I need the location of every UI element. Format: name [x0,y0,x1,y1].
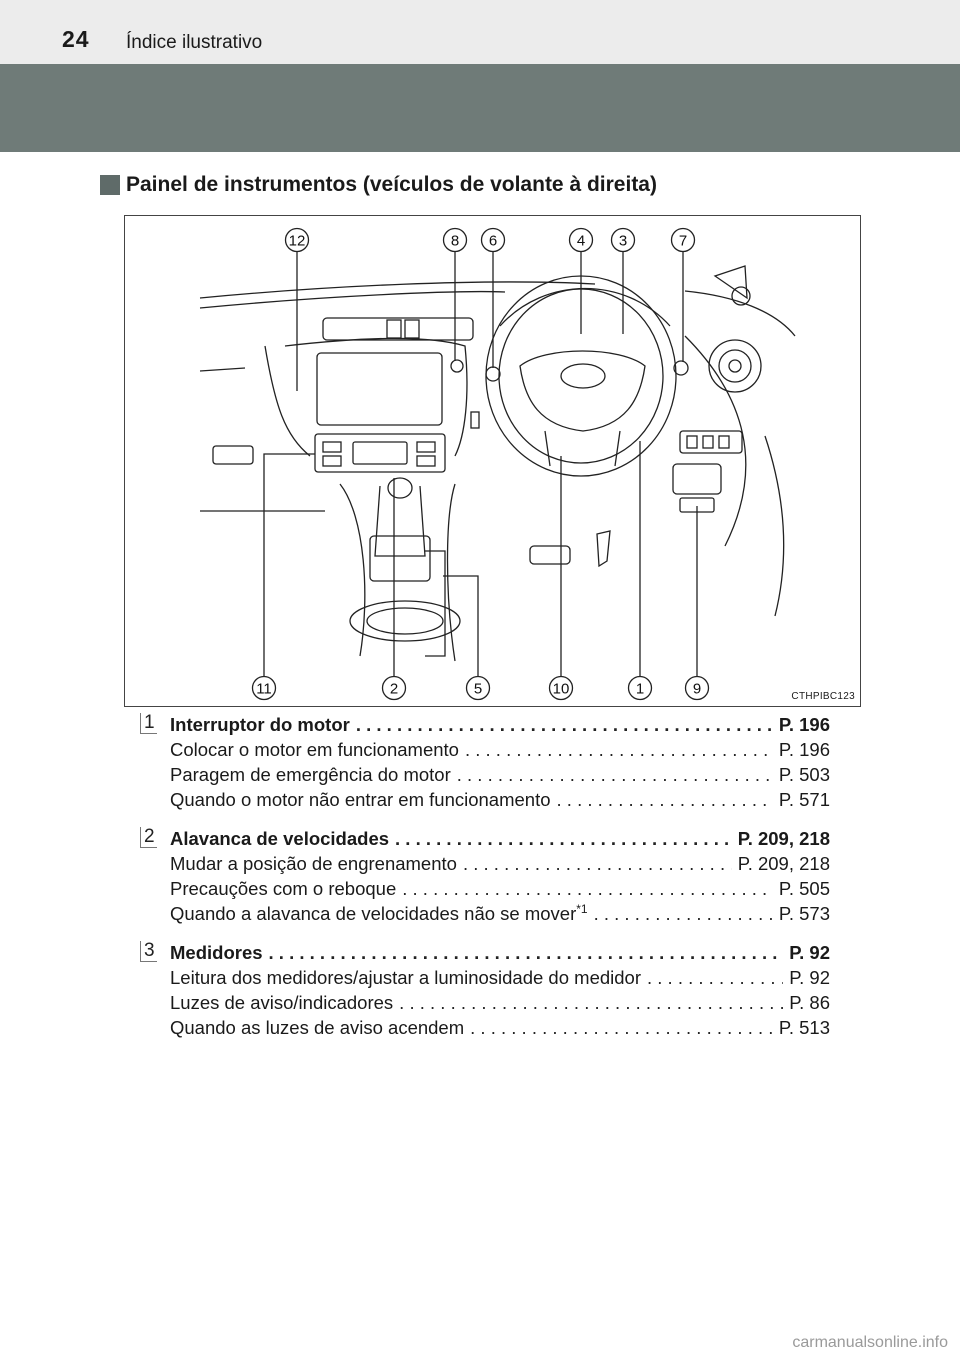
item-text: Mudar a posição de engrenamento [170,853,457,874]
entry-item[interactable] [170,876,830,901]
callout-1: 1 [635,680,645,698]
entry-heading-line[interactable] [170,826,830,851]
leader-dots [269,940,784,965]
leader-dots [465,737,773,762]
watermark: carmanualsonline.info [792,1334,948,1351]
leader-dots [356,712,773,737]
entry-item[interactable] [170,737,830,762]
item-page: P. 503 [778,764,830,785]
entry-title: Alavanca de velocidades [170,828,390,849]
index-entries [140,712,830,1054]
leader-dots [557,787,773,812]
leader-dots [470,1015,773,1040]
item-page: P. 92 [789,967,830,988]
footnote-marker: *1 [576,901,588,916]
item-text: Paragem de emergência do motor [170,764,451,785]
callout-10: 10 [552,680,570,698]
callout-7: 7 [678,232,688,250]
item-text: Luzes de aviso/indicadores [170,992,394,1013]
entry-item[interactable] [170,990,830,1015]
page-section-title: Índice ilustrativo [126,32,263,53]
page-header [0,0,960,64]
item-page: P. 209, 218 [737,853,830,874]
item-text: Quando as luzes de aviso acendem [170,1017,465,1038]
index-entry [140,826,830,926]
entry-heading-line[interactable] [170,712,830,737]
item-text [170,901,588,926]
callout-4: 4 [576,232,586,250]
leader-dots [395,826,732,851]
item-page: P. 505 [778,878,830,899]
callout-6: 6 [488,232,498,250]
entry-number: 2 [140,827,157,848]
leader-dots [399,990,783,1015]
entry-page: P. 209, 218 [737,828,830,849]
entry-item[interactable] [170,901,830,926]
entry-page: P. 92 [789,942,830,963]
entry-title: Medidores [170,942,263,963]
figure-code: CTHPIBC123 [791,691,855,702]
dashboard-illustration [124,215,861,707]
callout-11: 11 [256,680,272,698]
header-band [0,64,960,152]
entry-number: 1 [140,713,157,734]
entry-title: Interruptor do motor [170,714,350,735]
item-text-main: Quando a alavanca de velocidades não se mover [170,903,577,924]
dashboard-drawing [125,216,862,708]
entry-item[interactable] [170,762,830,787]
item-text: Quando o motor não entrar em funcionamento [170,789,551,810]
entry-item[interactable] [170,1015,830,1040]
item-text: Precauções com o reboque [170,878,397,899]
item-text: Colocar o motor em funcionamento [170,739,459,760]
item-page: P. 513 [778,1017,830,1038]
item-text: Leitura dos medidores/ajustar a luminosidade do medidor [170,967,641,988]
callout-9: 9 [692,680,702,698]
index-entry [140,940,830,1040]
callout-2: 2 [389,680,399,698]
leader-dots [594,901,773,926]
item-page: P. 573 [778,903,830,924]
entry-number: 3 [140,941,157,962]
entry-item[interactable] [170,965,830,990]
section-title: Painel de instrumentos (veículos de volante à direita) [126,173,657,196]
entry-heading-line[interactable] [170,940,830,965]
callout-5: 5 [473,680,483,698]
leader-dots [647,965,783,990]
entry-item[interactable] [170,787,830,812]
callout-12: 12 [288,232,306,250]
leader-dots [457,762,773,787]
item-page: P. 86 [789,992,830,1013]
leader-dots [402,876,773,901]
section-heading [100,170,657,200]
entry-page: P. 196 [778,714,830,735]
item-page: P. 196 [778,739,830,760]
leader-dots [463,851,732,876]
index-entry [140,712,830,812]
callout-3: 3 [618,232,628,250]
entry-item[interactable] [170,851,830,876]
callout-8: 8 [450,232,460,250]
section-square-icon [100,175,120,195]
page-number: 24 [62,26,90,52]
item-page: P. 571 [778,789,830,810]
